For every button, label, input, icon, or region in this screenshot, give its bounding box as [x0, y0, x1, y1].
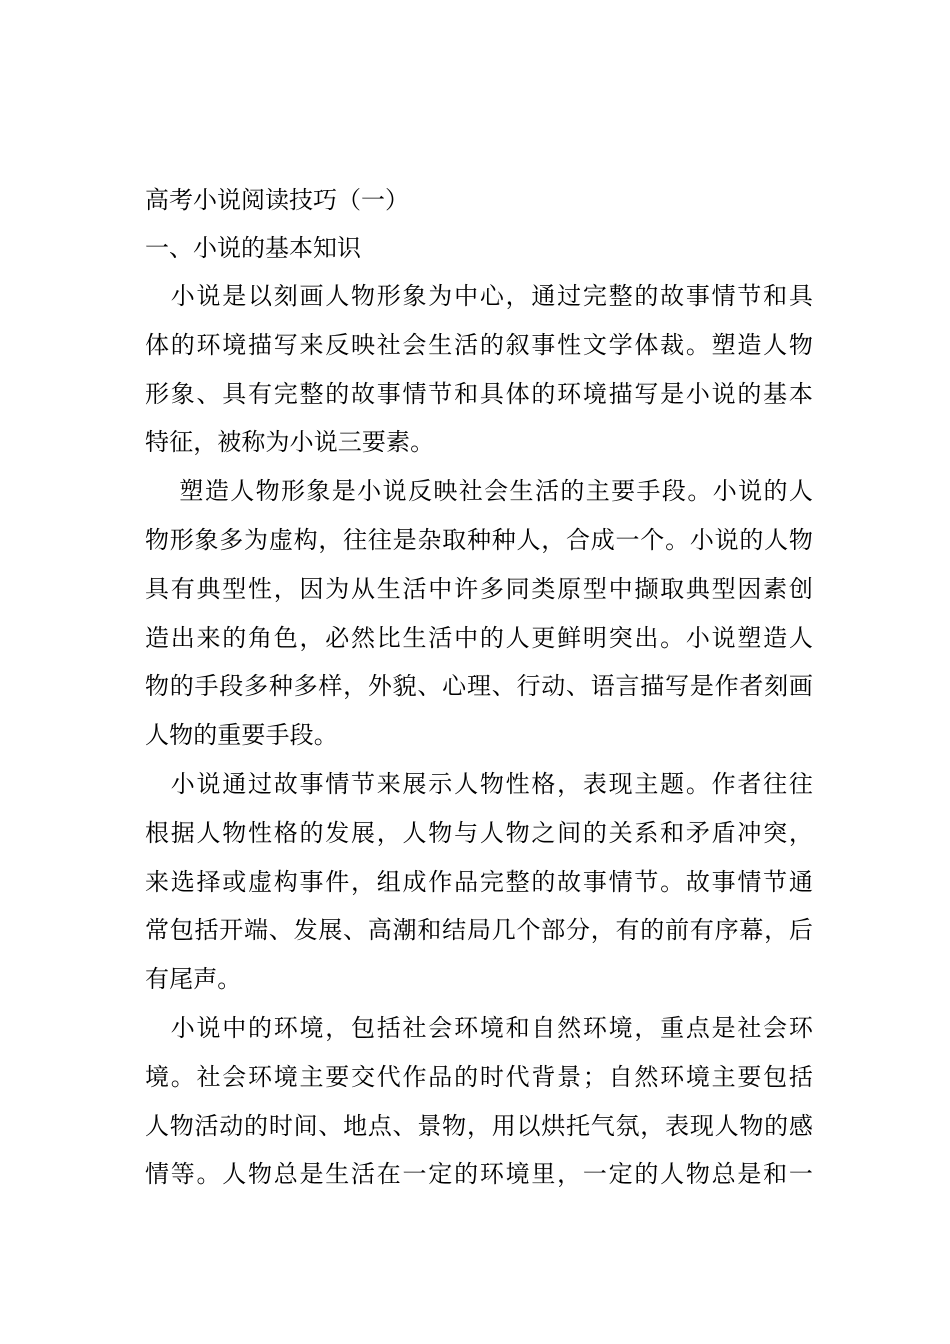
paragraph-line: 人物活动的时间、地点、景物，用以烘托气氛，表现人物的感 — [145, 1111, 813, 1140]
paragraph-1 — [145, 272, 813, 467]
paragraph-line: 物的手段多种多样，外貌、心理、行动、语言描写是作者刻画 — [145, 672, 813, 701]
paragraph-line: 境。社会环境主要交代作品的时代背景；自然环境主要包括 — [145, 1062, 813, 1091]
paragraph-line: 塑造人物形象是小说反映社会生活的主要手段。小说的人 — [145, 477, 813, 506]
paragraph-line: 人物的重要手段。 — [145, 721, 338, 750]
paragraph-line: 小说通过故事情节来展示人物性格，表现主题。作者往往 — [145, 769, 813, 798]
paragraph-line: 小说中的环境，包括社会环境和自然环境，重点是社会环 — [145, 1013, 813, 1042]
paragraph-line: 造出来的角色，必然比生活中的人更鲜明突出。小说塑造人 — [145, 623, 813, 652]
document-title: 高考小说阅读技巧（一） — [145, 186, 409, 214]
section-heading: 一、小说的基本知识 — [145, 234, 361, 262]
paragraph-3 — [145, 760, 813, 1004]
paragraph-2 — [145, 467, 813, 760]
paragraph-line: 根据人物性格的发展，人物与人物之间的关系和矛盾冲突， — [145, 818, 813, 847]
paragraph-line: 特征，被称为小说三要素。 — [145, 428, 435, 457]
paragraph-line: 小说是以刻画人物形象为中心，通过完整的故事情节和具 — [145, 282, 813, 310]
paragraph-line: 来选择或虚构事件，组成作品完整的故事情节。故事情节通 — [145, 867, 813, 896]
paragraph-line: 具有典型性，因为从生活中许多同类原型中撷取典型因素创 — [145, 574, 813, 603]
document-body — [145, 176, 813, 1199]
paragraph-line: 形象、具有完整的故事情节和具体的环境描写是小说的基本 — [145, 379, 813, 408]
paragraph-line: 有尾声。 — [145, 965, 242, 994]
paragraph-line: 物形象多为虚构，往往是杂取种种人，合成一个。小说的人物 — [145, 525, 813, 554]
paragraph-4 — [145, 1004, 813, 1199]
paragraph-line: 情等。人物总是生活在一定的环境里，一定的人物总是和一 — [145, 1160, 813, 1189]
paragraph-line: 常包括开端、发展、高潮和结局几个部分，有的前有序幕，后 — [145, 916, 813, 945]
paragraph-line: 体的环境描写来反映社会生活的叙事性文学体裁。塑造人物 — [145, 330, 813, 359]
